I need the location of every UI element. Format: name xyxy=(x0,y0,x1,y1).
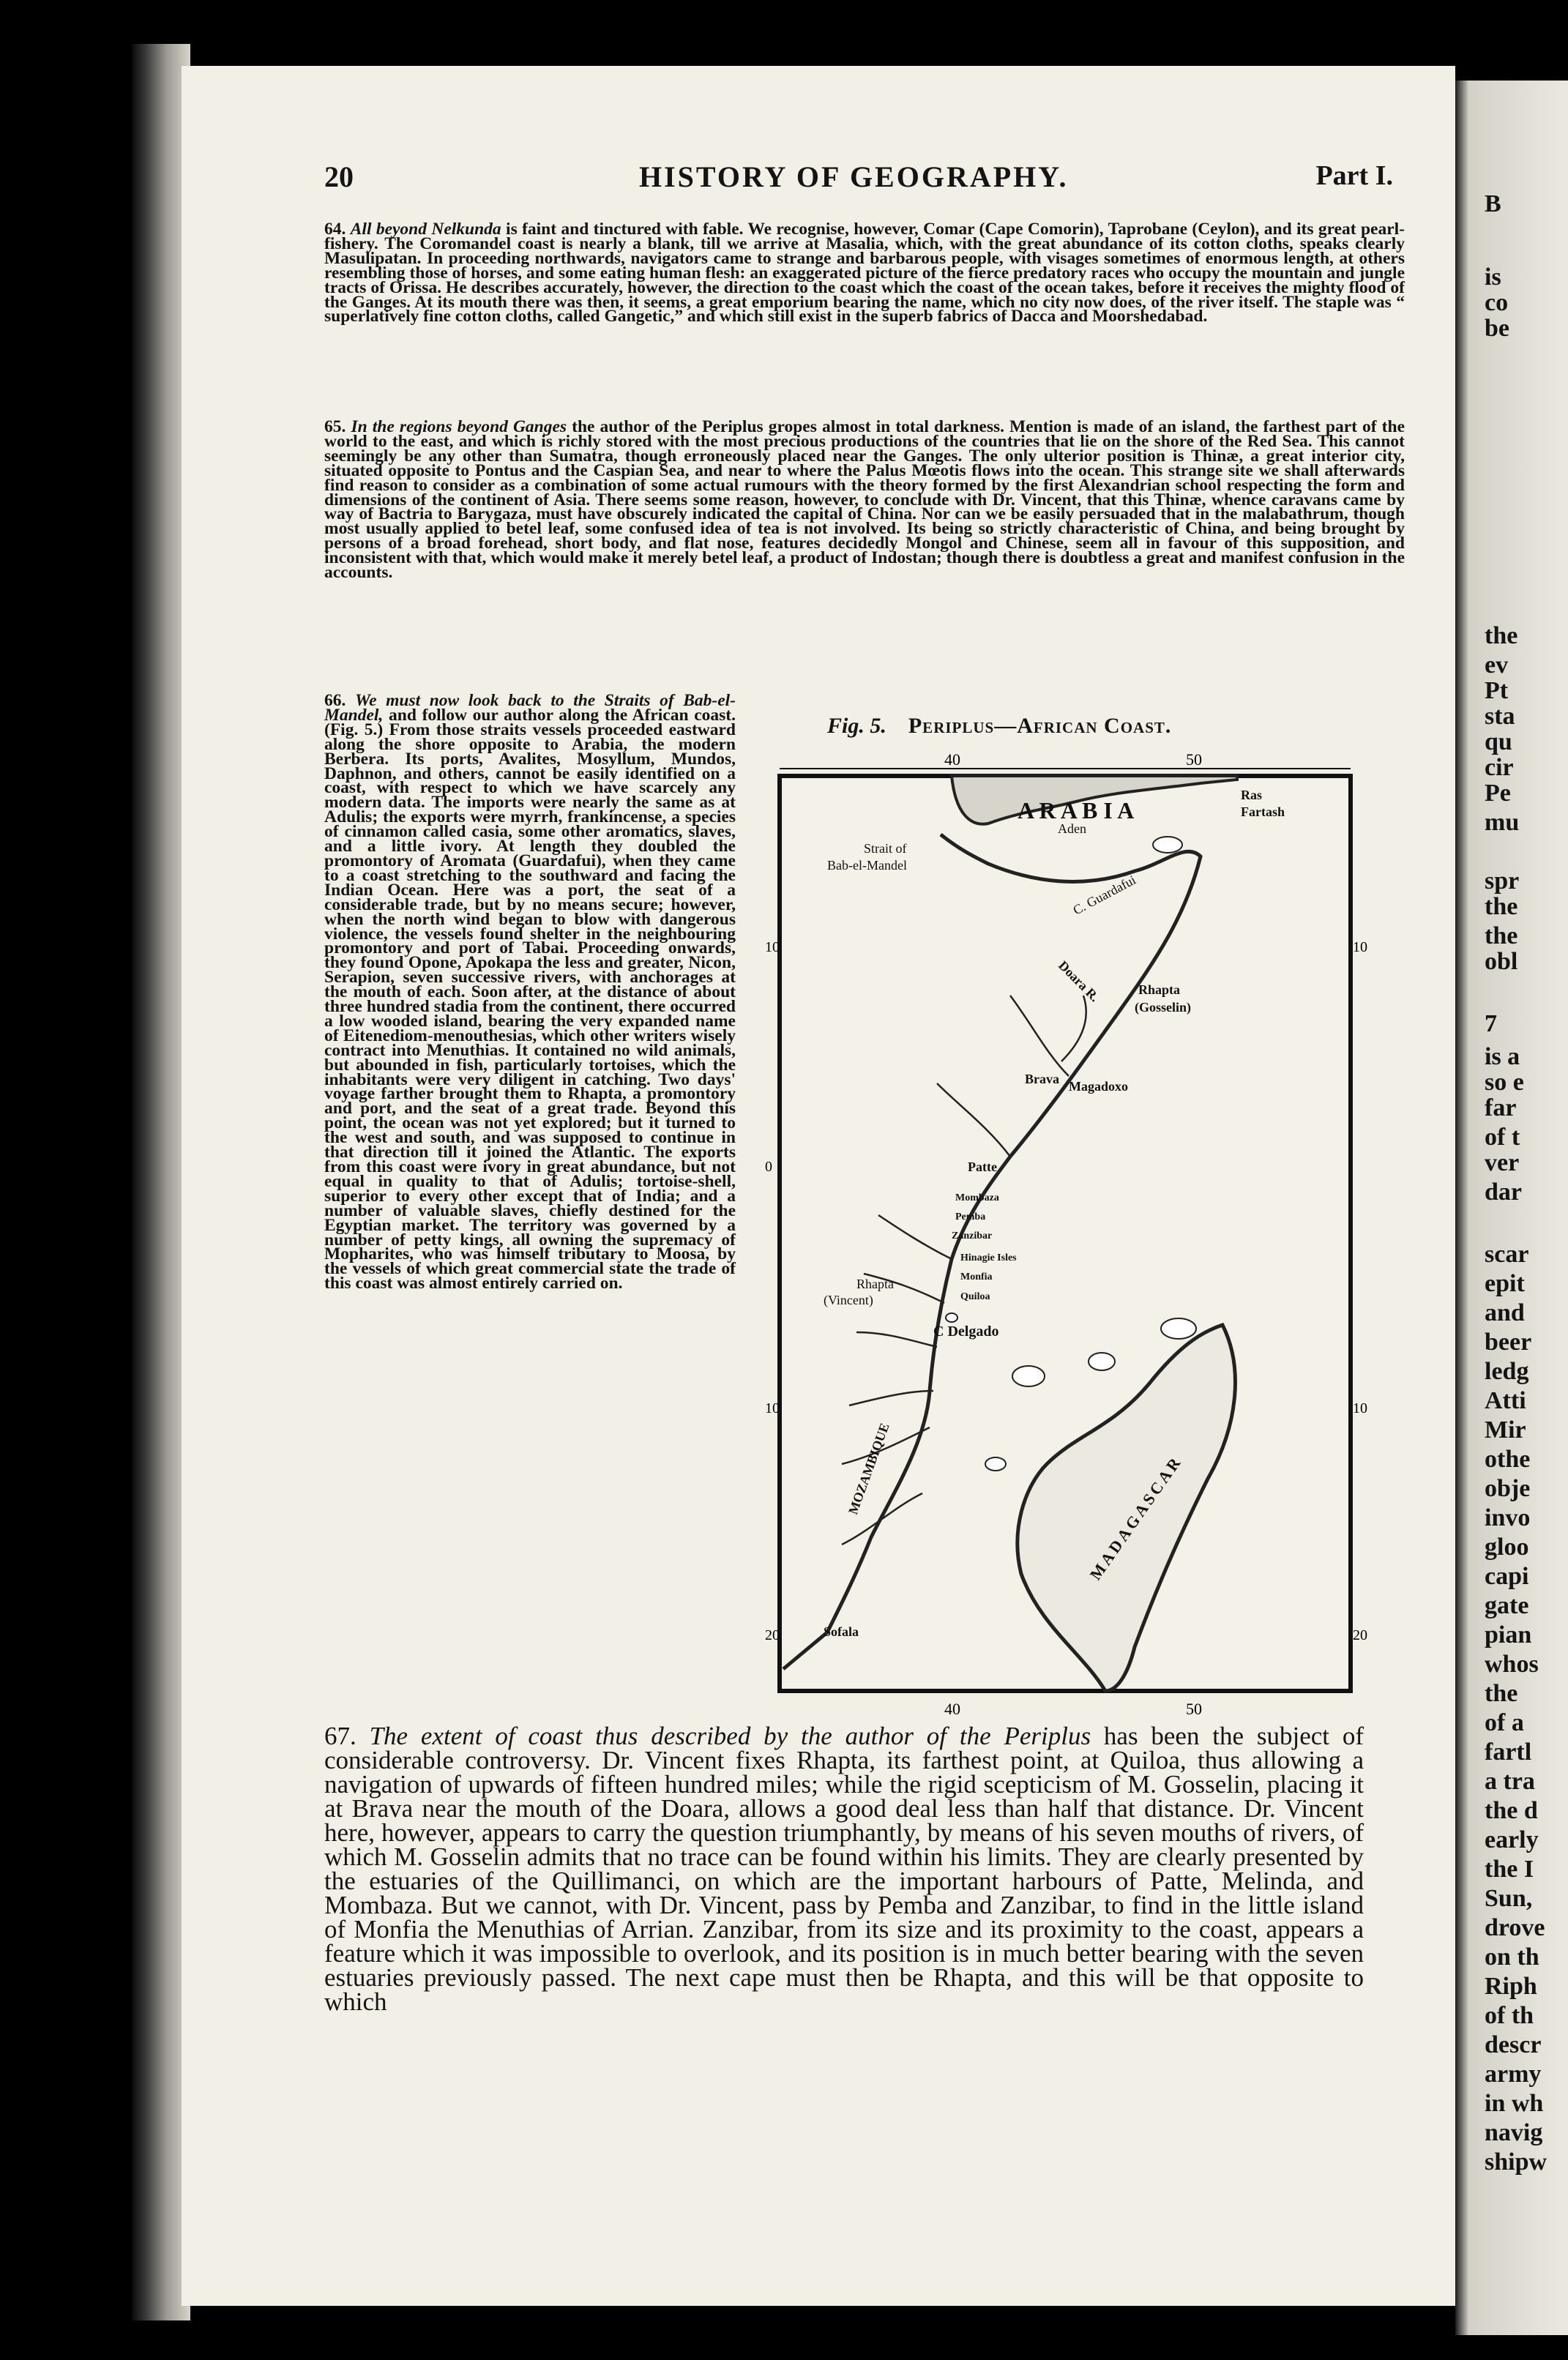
label-arabia: A R A B I A xyxy=(1018,797,1135,824)
paragraph-number: 65. xyxy=(324,417,346,436)
label-aden: Aden xyxy=(1058,821,1086,836)
facing-page-fragment: Pe xyxy=(1485,780,1511,807)
label-doara: Doara R. xyxy=(1056,957,1102,1005)
facing-page-fragment: so e xyxy=(1485,1069,1524,1096)
bottom-scale-40: 40 xyxy=(944,1700,960,1718)
facing-page-fragment: Sun, xyxy=(1485,1885,1533,1912)
label-gosselin: (Gosselin) xyxy=(1135,1000,1192,1015)
paragraph-lead: We must now look back to the Straits of Bab-el-Mandel, xyxy=(324,691,736,725)
facing-page-fragment: ver xyxy=(1485,1149,1520,1176)
facing-page-fragment: Atti xyxy=(1485,1387,1526,1414)
facing-page-fragment: the xyxy=(1485,1680,1518,1707)
paragraph-lead: All beyond Nelkunda xyxy=(350,220,501,239)
facing-page-fragment: shipw xyxy=(1485,2148,1548,2176)
facing-page-fragment: the xyxy=(1485,922,1518,949)
label-fartash: Fartash xyxy=(1241,804,1285,819)
paragraph-66 xyxy=(324,691,736,1293)
facing-page-fragment: dar xyxy=(1485,1179,1522,1206)
facing-page-fragment: obje xyxy=(1485,1475,1531,1502)
paragraph-text: and follow our author along the African coast. (Fig. 5.) From those straits vessels proceeded eastward along the shore opposite to Arabia, the modern Berbera. Its ports, Avalites, Mosyllum, Mundos, Daphnon, and others, cannot be easily identified on a coast, with respect to which we have scarcely any modern data. The imports were nearly the same as at Adulis; the exports were myrrh, frankincense, a species of cinnamon called casia, some other aromatics, slaves, and a little ivory. At length they doubled the promontory of Aromata (Guardafui), when they came to a coast stretching to the southward and facing the Indian Ocean. Here was a port, the seat of a considerable trade, but by no means secure; however, when the north wind began to blow with dangerous violence, the vessels found shelter in the neighbouring promontory and port of Tabai. Proceeding onwards, they found Opone, Apokapa the less and greater, Nicon, Serapion, seven successive rivers, with anchorages at the mouth of each. Soon after, at the distance of about three hundred stadia from the continent, there occurred a low wooded island, bearing the very expanded name of Eitenediom-menouthesias, which other writers wisely contract into Menuthias. It contained no wild animals, but abounded in fish, particularly tortoises, which the inhabitants were very diligent in catching. Two days' voyage farther brought them to Rhapta, a promontory and port, and the seat of a great trade. Beyond this point, the ocean was not yet explored; but it turned to the west and south, and was supposed to continue in that direction till it joined the Atlantic. The exports from this coast were ivory in great abundance, but not equal in quality to that of Adulis; tortoise-shell, superior to every other except that of India; and a number of valuable slaves, chiefly destined for the Egyptian market. The territory was governed by a number of petty kings, all owning the supremacy of Mopharites, who was himself tributary to Moosa, by the vessels of which great commercial state the trade of this coast was almost entirely carried on. xyxy=(324,705,736,1293)
paragraph-67 xyxy=(324,1724,1364,2014)
facing-page-fragment: obl xyxy=(1485,948,1518,975)
facing-page-fragment: far xyxy=(1485,1094,1517,1121)
facing-page-fragment: the I xyxy=(1485,1856,1534,1883)
label-delgado: C Delgado xyxy=(933,1323,999,1340)
left-lat-0: 0 xyxy=(765,1159,772,1175)
facing-page-fragment: the xyxy=(1485,622,1518,649)
label-quiloa: Quiloa xyxy=(960,1291,990,1302)
facing-page-fragment: pian xyxy=(1485,1621,1532,1648)
label-rhapta-gosselin: Rhapta xyxy=(1138,982,1181,997)
left-lat-10n: 10 xyxy=(765,939,780,955)
label-mombaza: Mombaza xyxy=(955,1192,999,1203)
facing-page-fragment: descr xyxy=(1485,2031,1542,2058)
label-zanzibar: Zanzibar xyxy=(952,1231,993,1241)
facing-page-fragment: fartl xyxy=(1485,1739,1532,1766)
facing-page-fragment: cir xyxy=(1485,754,1514,781)
facing-page-fragment: be xyxy=(1485,315,1509,342)
facing-page-fragment: beer xyxy=(1485,1329,1532,1356)
facing-page-fragment: a tra xyxy=(1485,1768,1535,1795)
label-hinagie: Hinagie Isles xyxy=(960,1252,1017,1263)
facing-page-fragment: Riph xyxy=(1485,1973,1537,2000)
part-label: Part I. xyxy=(1315,160,1393,191)
facing-page-fragment: othe xyxy=(1485,1446,1531,1473)
paragraph-text: the author of the Periplus gropes almost in total darkness. Mention is made of an island, the farthest part of the world to the east, and which is richly stored with the most precious productions of the countries that lie on the shore of the Red Sea. This cannot seemingly be any other than Sumatra, though erroneously placed near the Ganges. The only ulterior position is Thinæ, a great interior city, situated opposite to Pontus and the Caspian Sea, and near to where the Palus Mœotis flows into the ocean. This strange site we shall afterwards find reason to consider as a combination of some actual rumours with the theory formed by the first Alexandrian school respecting the form and dimensions of the continent of Asia. There seems some reason, however, to conclude with Dr. Vincent, that this Thinæ, whence caravans came by way of Bactria to Barygaza, must have obscurely indicated the capital of China. Nor can we be easily persuaded that in the malabathrum, though most usually applied to betel leaf, some confused idea of tea is not involved. Its being so strictly characteristic of China, and being brought by persons of a broad forehead, short body, and flat nose, features decidedly Mongol and Chinese, seem all in favour of this supposition, and inconsistent with that, which would make it merely betel leaf, a product of Indostan; though there is doubtless a great and manifest confusion in the accounts. xyxy=(324,417,1405,583)
figure-caption xyxy=(827,714,1171,739)
facing-page-fragment: sta xyxy=(1485,703,1515,730)
facing-page-fragment: ledg xyxy=(1485,1358,1529,1385)
paragraph-text: is faint and tinctured with fable. We recognise, however, Comar (Cape Comorin), Taprobane (Ceylon), and its great pearl-fishery. The Coromandel coast is nearly a blank, till we arrive at Masalia, which, with the great abundance of its cotton cloths, speaks clearly Masulipatan. In proceeding northwards, navigators came to strange and barbarous people, with visages sometimes of enormous length, at others resembling those of horses, and some eating human flesh: an exaggerated picture of the fierce predatory races who occupy the mountain and jungle tracts of Orissa. He describes accurately, however, the direction to the coast which the coast of the ocean takes, before it receives the mighty flood of the Ganges. At its mouth there was then, it seems, a great emporium bearing the name, which no city now does, of the river itself. The staple was “ superlatively fine cotton cloths, called Gangetic,” and which still exist in the superb fabrics of Dacca and Moorshedabad. xyxy=(324,220,1405,326)
paragraph-lead: The extent of coast thus described by the author of the Periplus xyxy=(369,1722,1091,1750)
label-strait-of: Strait of xyxy=(864,841,907,856)
facing-page-fragment: scar xyxy=(1485,1241,1529,1268)
running-head xyxy=(324,160,1393,203)
label-monfia: Monfia xyxy=(960,1272,993,1282)
facing-page-fragment: is a xyxy=(1485,1043,1520,1070)
paragraph-64 xyxy=(324,220,1405,326)
label-guardafui: C. Guardafui xyxy=(1070,872,1138,918)
facing-page-fragment: navig xyxy=(1485,2119,1543,2146)
facing-page-fragment: early xyxy=(1485,1826,1539,1853)
paragraph-lead: In the regions beyond Ganges xyxy=(351,417,567,436)
facing-page-fragment: ev xyxy=(1485,651,1509,679)
label-brava: Brava xyxy=(1025,1072,1059,1086)
periplus-african-coast-map xyxy=(765,747,1367,1720)
label-madagascar: MADAGASCAR xyxy=(1086,1452,1186,1583)
running-title: HISTORY OF GEOGRAPHY. xyxy=(639,160,1069,193)
facing-page-fragment: mu xyxy=(1485,809,1520,836)
facing-page-fragment: Mir xyxy=(1485,1416,1526,1444)
facing-page-fragment: and xyxy=(1485,1299,1525,1326)
page-number: 20 xyxy=(324,160,354,193)
label-magadoxo: Magadoxo xyxy=(1069,1079,1128,1094)
label-patte: Patte xyxy=(968,1160,997,1174)
facing-page-edge xyxy=(1455,81,1568,2335)
label-bab-el-mandel: Bab-el-Mandel xyxy=(827,858,907,873)
paragraph-number: 67. xyxy=(324,1722,356,1750)
right-lat-10n: 10 xyxy=(1353,939,1367,955)
paragraph-65 xyxy=(324,417,1405,583)
facing-page-fragment: the xyxy=(1485,893,1518,920)
label-rhapta-vincent: Rhapta xyxy=(856,1277,894,1291)
facing-page-fragment: of t xyxy=(1485,1124,1520,1151)
facing-page-fragment: gate xyxy=(1485,1592,1529,1619)
facing-page-fragment: whos xyxy=(1485,1651,1539,1678)
left-lat-20s: 20 xyxy=(765,1627,780,1643)
figure-label: Fig. 5. xyxy=(827,714,886,738)
facing-page-fragment: drove xyxy=(1485,1914,1545,1941)
label-mozambique: MOZAMBIQUE xyxy=(845,1421,892,1517)
top-scale-40: 40 xyxy=(944,750,960,769)
facing-page-fragment: of th xyxy=(1485,2002,1534,2029)
facing-page-fragment: spr xyxy=(1485,867,1520,895)
facing-page-fragment: of a xyxy=(1485,1709,1524,1736)
label-sofala: Sofala xyxy=(824,1624,859,1639)
paragraph-number: 66. xyxy=(324,691,346,710)
right-lat-20s: 20 xyxy=(1353,1627,1367,1643)
label-pemba: Pemba xyxy=(955,1211,986,1222)
facing-page-fragment: Pt xyxy=(1485,677,1509,704)
facing-page-fragment: co xyxy=(1485,289,1509,316)
facing-page-fragment: army xyxy=(1485,2061,1542,2088)
facing-page-fragment: invo xyxy=(1485,1504,1531,1531)
facing-page-fragment: on th xyxy=(1485,1943,1539,1971)
facing-page-fragment: qu xyxy=(1485,728,1512,755)
facing-page-fragment: in wh xyxy=(1485,2090,1544,2117)
paragraph-text: has been the subject of considerable controversy. Dr. Vincent fixes Rhapta, its farthest point, at Quiloa, thus allowing a navigation of upwards of fifteen hundred miles; while the rigid scepticism of M. Gosselin, placing it at Brava near the mouth of the Doara, allows a good deal less than half that distance. Dr. Vincent here, however, appears to carry the question triumphantly, by means of his seven mouths of rivers, of which M. Gosselin admits that no trace can be found within his limits. They are clearly presented by the estuaries of the Quillimanci, on which are the important harbours of Patte, Melinda, and Mombaza. But we cannot, with Dr. Vincent, pass by Pemba and Zanzibar, to find in the little island of Monfia the Menuthias of Arrian. Zanzibar, from its size and its proximity to the coast, appears a feature which it was impossible to overlook, and its position is in much better bearing with the seven estuaries previously passed. The next cape must then be Rhapta, and this will be that opposite to which xyxy=(324,1722,1364,2016)
label-vincent: (Vincent) xyxy=(824,1293,873,1307)
label-ras: Ras xyxy=(1241,788,1263,802)
left-lat-10s: 10 xyxy=(765,1400,780,1416)
facing-page-fragment: 7 xyxy=(1485,1010,1497,1037)
bottom-scale-50: 50 xyxy=(1186,1700,1202,1718)
facing-page-fragment: epit xyxy=(1485,1270,1525,1297)
facing-page-fragment: gloo xyxy=(1485,1534,1529,1561)
right-lat-10s: 10 xyxy=(1353,1400,1367,1416)
facing-page-fragment: the d xyxy=(1485,1797,1538,1824)
figure-title: Periplus—African Coast. xyxy=(908,714,1172,738)
facing-page-fragment: is xyxy=(1485,264,1501,291)
paragraph-number: 64. xyxy=(324,220,346,239)
top-scale-50: 50 xyxy=(1186,750,1202,769)
facing-page-fragment: capi xyxy=(1485,1563,1529,1590)
facing-page-fragment: B xyxy=(1485,190,1501,217)
